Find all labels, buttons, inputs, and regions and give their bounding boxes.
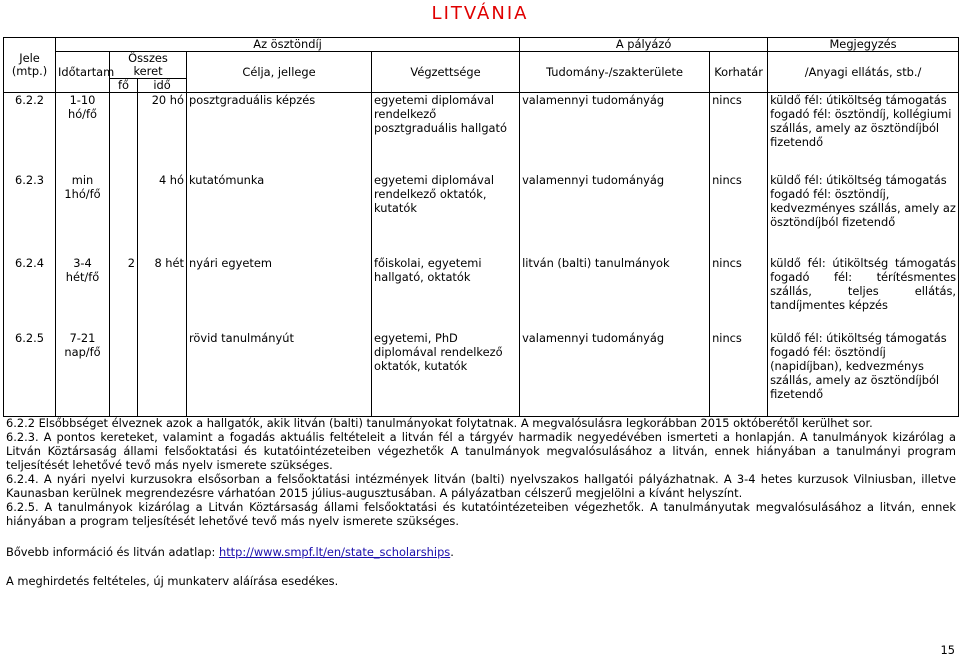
cell-fo [110, 173, 138, 256]
cell-ido [138, 331, 187, 417]
notes-section [6, 416, 956, 528]
cell-fo: 2 [110, 256, 138, 331]
header-celja: Célja, jellege [187, 52, 372, 93]
table-row [4, 256, 959, 331]
cell-vegzettseg: egyetemi diplomával rendelkező posztgraduális hallgató [372, 93, 520, 173]
cell-ido: 8 hét [138, 256, 187, 331]
header-fo: fő [110, 79, 138, 93]
cell-jele: 6.2.4 [4, 256, 56, 331]
cell-vegzettseg: egyetemi diplomával rendelkező oktatók, kutatók [372, 173, 520, 256]
note-6-2-5: 6.2.5. A tanulmányok kizárólag a Litván Köztársaság állami felsőoktatási és kutatóintézeteiben végezhetők. A tanulmányutak megvalósulásához a litván, ennek hiányában a program teljesítését lehetővé tevő más nyelv ismerete szükséges. [6, 500, 956, 528]
header-vegzettseg: Végzettsége [372, 52, 520, 93]
header-ido: idő [138, 79, 187, 93]
info-after: . [450, 545, 454, 559]
footer-note: A meghirdetés feltételes, új munkaterv aláírása esedékes. [6, 574, 339, 588]
info-line [6, 545, 454, 559]
cell-jele: 6.2.5 [4, 331, 56, 417]
header-anyagi: /Anyagi ellátás, stb./ [768, 52, 959, 93]
cell-jele: 6.2.2 [4, 93, 56, 173]
table-row [4, 331, 959, 417]
cell-ido: 20 hó [138, 93, 187, 173]
cell-celja: rövid tanulmányút [187, 331, 372, 417]
cell-idotartam: 7-21 nap/fő [56, 331, 110, 417]
cell-celja: nyári egyetem [187, 256, 372, 331]
cell-tudomany: valamennyi tudományág [520, 331, 710, 417]
info-text: Bővebb információ és litván adatlap: [6, 545, 219, 559]
cell-idotartam: 3-4 hét/fő [56, 256, 110, 331]
header-group-notes: Megjegyzés [768, 38, 959, 52]
cell-fo [110, 93, 138, 173]
scholarship-table [3, 37, 959, 417]
page-number: 15 [940, 643, 955, 657]
cell-tudomany: valamennyi tudományág [520, 93, 710, 173]
header-idotartam: Időtartam [56, 52, 110, 93]
cell-fo [110, 331, 138, 417]
cell-anyagi: küldő fél: útiköltség támogatás fogadó fél: térítésmentes szállás, teljes ellátás, tandíjmentes képzés [768, 256, 959, 331]
cell-idotartam: min 1hó/fő [56, 173, 110, 256]
header-tudomany: Tudomány-/szakterülete [520, 52, 710, 93]
header-osszes-keret: Összes keret [110, 52, 187, 79]
cell-anyagi: küldő fél: útiköltség támogatás fogadó fél: ösztöndíj, kedvezményes szállás, amely az ösztöndíjból fizetendő [768, 173, 959, 256]
cell-anyagi: küldő fél: útiköltség támogatás fogadó fél: ösztöndíj (napidíjban), kedvezménys szállás, amely az ösztöndíjból fizetendő [768, 331, 959, 417]
note-6-2-2: 6.2.2 Elsőbbséget élveznek azok a hallgatók, akik litván (balti) tanulmányokat folytatnak. A megvalósulásra legkorábban 2015 októberétől kerülhet sor. [6, 416, 873, 430]
header-group-grant: Az ösztöndíj [56, 38, 520, 52]
cell-vegzettseg: főiskolai, egyetemi hallgató, oktatók [372, 256, 520, 331]
cell-vegzettseg: egyetemi, PhD diplomával rendelkező oktatók, kutatók [372, 331, 520, 417]
header-jele: Jele (mtp.) [4, 38, 56, 93]
scholarship-link[interactable]: http://www.smpf.lt/en/state_scholarships [218, 545, 451, 559]
cell-korhatar: nincs [710, 173, 768, 256]
header-korhatar: Korhatár [710, 52, 768, 93]
cell-korhatar: nincs [710, 331, 768, 417]
cell-idotartam: 1-10 hó/fő [56, 93, 110, 173]
cell-korhatar: nincs [710, 256, 768, 331]
table-row [4, 93, 959, 173]
cell-korhatar: nincs [710, 93, 768, 173]
note-6-2-3: 6.2.3. A pontos kereteket, valamint a fogadás aktuális feltételeit a litván fél a tárgyév harmadik negyedévében ismerteti a honlapján. A tanulmányok kizárólag a Litván Köztársaság állami felsőoktatási és kutatóintézeteiben végezhetők A tanulmányok megvalósulásához a litván, ennek hiányában a tanulmányi program teljesítését lehetővé tevő más nyelv ismerete szükséges. [6, 430, 956, 472]
page-title: LITVÁNIA [431, 3, 529, 24]
table-row [4, 173, 959, 256]
cell-celja: posztgraduális képzés [187, 93, 372, 173]
cell-ido: 4 hó [138, 173, 187, 256]
note-6-2-4: 6.2.4. A nyári nyelvi kurzusokra elsősorban a felsőoktatási intézmények litván (balti) nyelvszakos hallgatói pályázhatnak. A 3-4 hetes kurzusok Vilniusban, illetve Kaunasban kerülnek megrendezésre várhatóan 2015 július-augusztusában. A pályázatban célszerű megjelölni a kívánt helyszínt. [6, 472, 956, 500]
cell-tudomany: valamennyi tudományág [520, 173, 710, 256]
header-group-applicant: A pályázó [520, 38, 768, 52]
cell-jele: 6.2.3 [4, 173, 56, 256]
cell-anyagi: küldő fél: útiköltség támogatás fogadó fél: ösztöndíj, kollégiumi szállás, amely az ösztöndíjból fizetendő [768, 93, 959, 173]
cell-tudomany: litván (balti) tanulmányok [520, 256, 710, 331]
cell-celja: kutatómunka [187, 173, 372, 256]
